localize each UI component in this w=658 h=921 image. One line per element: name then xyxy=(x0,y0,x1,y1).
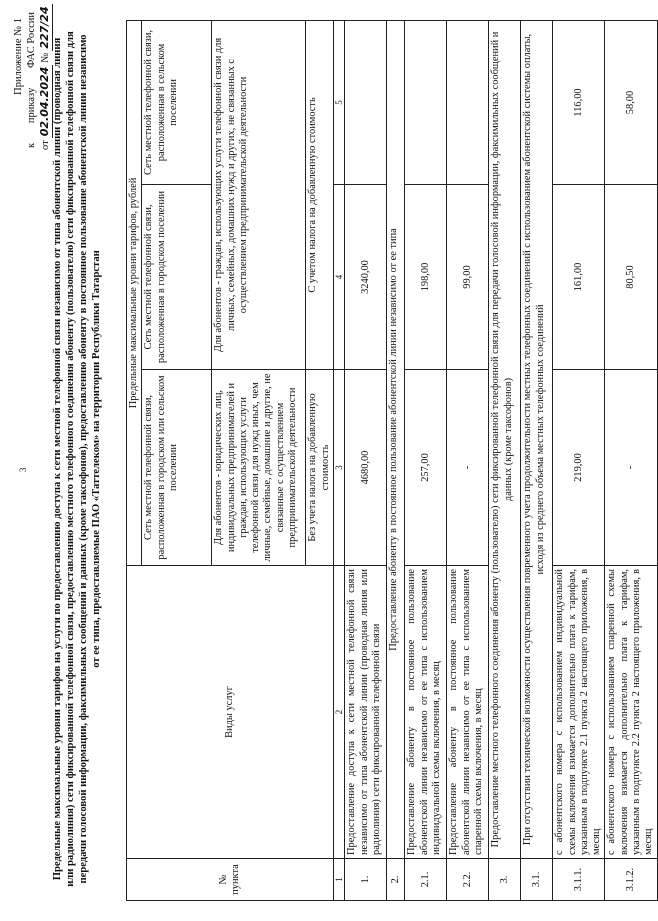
header-item-number: № пункта xyxy=(127,859,334,901)
header-urban-or-rural: Сеть местной телефонной связи, расположенная в городском или сельском поселении xyxy=(142,370,212,566)
section-row: 3. Предоставление местного телефонного соединения абоненту (пользователю) сети фиксированной телефонной связи для передачи голосовой информации, факсимильных сообщений и данных (кроме таксофонов) xyxy=(489,20,521,900)
column-number-row: 1 2 3 4 5 xyxy=(333,20,345,900)
header-legal-entities: Для абонентов - юридических лиц, индивидуальных предпринимателей и граждан, использующих услуги телефонной связи для нужд иных, чем личные, семейные, домашние и другие, не связанные с осуществлением предпринимательской деятельности xyxy=(212,370,306,566)
tariff-table xyxy=(126,20,658,901)
header-service-types: Виды услуг xyxy=(127,566,334,859)
handwritten-number: 227/24 xyxy=(38,6,52,49)
section-row: 2. Предоставление абоненту в постоянное пользование абонентской линии независимо от ее типа xyxy=(387,20,405,900)
order-date-number: от 02.04.2024 № 227/24 xyxy=(38,6,52,150)
table-row: 1. Предоставление доступа к сети местной телефонной связи независимо от типа абонентской линии (проводная линия или радиолиния) сети фиксированной телефонной связи 4680,00 3240,00 xyxy=(345,20,387,900)
header-tariff-levels: Предельные максимальные уровни тарифов, рублей xyxy=(127,20,142,565)
table-row: 2.1. Предоставление абоненту в постоянное пользование абонентской линии независимо от ее типа с использованием индивидуальной схемы включения, в месяц 257,00 198,00 xyxy=(405,20,447,900)
header-with-vat: С учетом налога на добавленную стоимость xyxy=(306,20,334,369)
header-citizens: Для абонентов - граждан, использующих услуги телефонной связи для личных, семейных, домашних нужд и других, не связанных с осуществлением предпринимательской деятельности xyxy=(212,20,306,369)
header-rural: Сеть местной телефонной связи, расположенная в сельском поселении xyxy=(142,20,212,184)
document-title: Предельные максимальные уровни тарифов на услуги по предоставлению доступа к сети местной телефонной связи независимо от типа абонентской линии (проводная линия или радиолиния) сети фиксированной телефонной связи, предоставлению местного телефонного соединения абоненту (пользователю) сети фиксированной телефонной связи для передачи голосовой информации, факсимильных сообщений и данных (кроме таксофонов), предоставлению абоненту в постоянное пользование абонентской линии независимо от ее типа, предоставляемые ПАО «Таттелеком» на территории Республики Татарстан xyxy=(52,31,102,887)
section-row: 3.1. При отсутствии технической возможности осуществления повременного учета продолжительности местных телефонных соединений с использованием абонентской системы оплаты, исходя из среднего объема местных телефонных соединений xyxy=(521,20,553,900)
approval-stamp xyxy=(12,6,53,150)
page-number: 3 xyxy=(18,467,28,472)
table-row: 2.2. Предоставление абоненту в постоянное пользование абонентской линии независимо от ее типа с использованием спаренной схемы включения, в месяц - 99,00 xyxy=(447,20,489,900)
header-urban: Сеть местной телефонной связи, расположенная в городском поселении xyxy=(142,185,212,370)
order-reference: к приказу ФАС России xyxy=(26,12,38,148)
appendix-label: Приложение № 1 xyxy=(13,18,24,95)
handwritten-date: 02.04.2024 xyxy=(38,66,52,137)
table-row: 3.1.1. с абонентского номера с использованием индивидуальной схемы включения взимается дополнительно плата к тарифам, указанным в подпункте 2.1 пункта 2 настоящего приложения, в месяц 219,00 161,00 116,00 xyxy=(553,20,605,900)
table-row: 3.1.2. с абонентского номера с использованием спаренной схемы включения взимается дополнительно плата к тарифам, указанным в подпункте 2.2 пункта 2 настоящего приложения, в месяц - 80,50 58,00 xyxy=(605,20,657,900)
header-without-vat: Без учета налога на добавленную стоимость xyxy=(306,370,334,566)
